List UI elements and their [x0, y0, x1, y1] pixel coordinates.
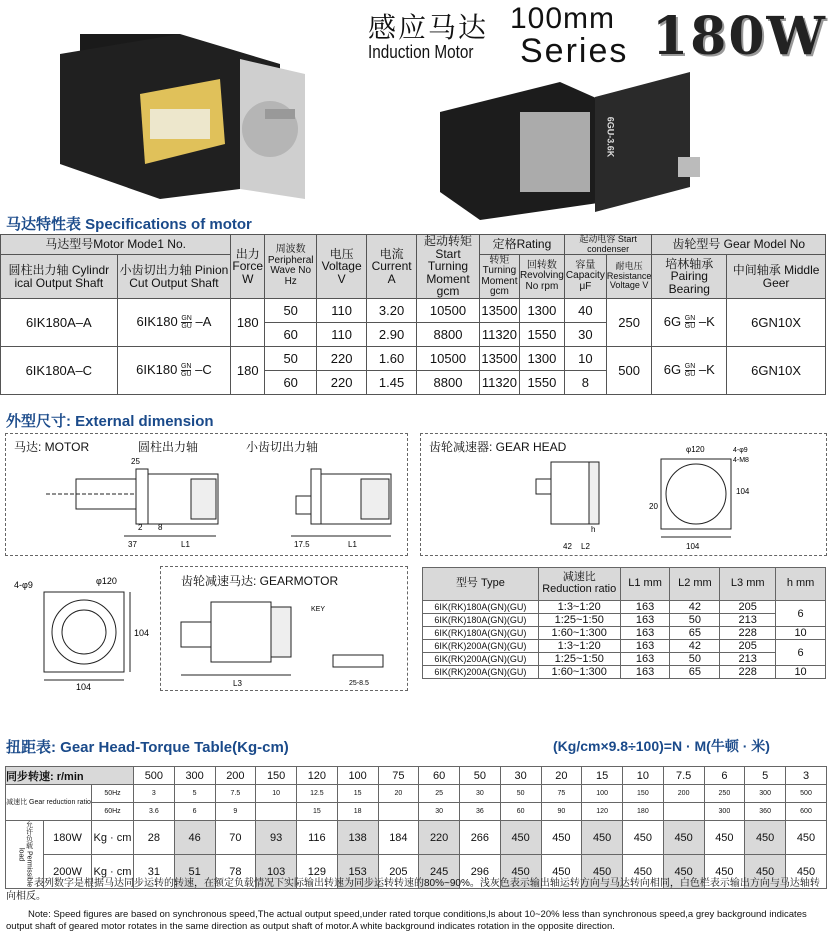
- r60: 60: [500, 803, 541, 821]
- spec-row: [1, 298, 826, 322]
- bear-b: –K: [698, 361, 715, 377]
- model-header: 马达型号Motor Mode1 No.: [1, 235, 231, 255]
- frac-gn: GN: [684, 315, 696, 322]
- t200: 205: [378, 855, 419, 889]
- ratio-val: 1:3~1:20: [538, 601, 620, 614]
- gearhead-label: 齿轮减速器: GEAR HEAD: [429, 440, 567, 454]
- cell-hz: 60: [265, 370, 317, 394]
- dim-42: 42: [563, 542, 572, 551]
- gn-gu-frac: [181, 315, 192, 330]
- motor-drawing-box: [5, 433, 408, 556]
- dim-25: 25: [131, 457, 140, 466]
- r50: 150: [623, 785, 664, 803]
- col-cyl: 圆柱出力轴 Cylindr ical Output Shaft: [1, 255, 118, 299]
- cell-start: 10500: [417, 346, 480, 370]
- flange-drawing: [6, 570, 156, 690]
- cell-rpm: 1300: [519, 298, 564, 322]
- ratio-l1: 163: [620, 614, 670, 627]
- ratio-type: 6IK(RK)200A(GN)(GU): [423, 653, 539, 666]
- r60: 3.6: [134, 803, 175, 821]
- cell-cap: 30: [564, 322, 606, 346]
- r50: 30: [460, 785, 501, 803]
- t180: 450: [745, 821, 786, 855]
- gearhead-drawing-box: [420, 433, 827, 556]
- dim-104: 104: [686, 542, 700, 551]
- ratio-row: [423, 666, 826, 679]
- gn-gu-frac: [181, 363, 192, 378]
- r50: 3: [134, 785, 175, 803]
- cell-start: 8800: [417, 322, 480, 346]
- cell-curr: 2.90: [367, 322, 417, 346]
- bear-a: 6G: [663, 361, 682, 377]
- load-watt: 200W: [44, 855, 92, 889]
- frac-gu: GU: [180, 371, 192, 378]
- motor-photo-left: [40, 14, 320, 199]
- r50: 15: [337, 785, 378, 803]
- cell-rpm: 1550: [519, 370, 564, 394]
- ratio-l1: 163: [620, 666, 670, 679]
- col-start: 起动转矩 Start Turning Moment gcm: [417, 235, 480, 299]
- t180: 450: [541, 821, 582, 855]
- r50: 5: [174, 785, 215, 803]
- t180: 184: [378, 821, 419, 855]
- ratio-row: [423, 653, 826, 666]
- speed-cell: 50: [460, 767, 501, 785]
- t200: 51: [174, 855, 215, 889]
- ratio-h-l1: L1 mm: [620, 568, 670, 601]
- frac-gn: GN: [684, 363, 696, 370]
- speed-cell: 5: [745, 767, 786, 785]
- ratio-type: 6IK(RK)200A(GN)(GU): [423, 640, 539, 653]
- hz50: 50Hz: [92, 785, 134, 803]
- key-label: KEY: [311, 606, 326, 613]
- gn-gu-frac: [685, 315, 696, 330]
- r60: 18: [337, 803, 378, 821]
- dim-phi120: φ120: [686, 445, 705, 454]
- dim-104-v: 104: [736, 487, 750, 496]
- speed-cell: 100: [337, 767, 378, 785]
- cell-mid: 6GN10X: [727, 298, 826, 346]
- ratio-l1: 163: [620, 653, 670, 666]
- t180: 220: [419, 821, 460, 855]
- r50: 10: [256, 785, 297, 803]
- col-rpm: 回转数 Revolving No rpm: [519, 255, 564, 299]
- motor-drawing: [6, 434, 409, 557]
- ratio-l2: 50: [670, 614, 720, 627]
- cell-rpm: 1550: [519, 322, 564, 346]
- ratio-val: 1:60~1:300: [538, 627, 620, 640]
- r60: 600: [786, 803, 827, 821]
- frac-gn: GN: [181, 315, 192, 322]
- ratio-l3: 205: [720, 601, 776, 614]
- speed-cell: 15: [582, 767, 623, 785]
- cell-turn: 11320: [479, 322, 519, 346]
- dim-h: h: [591, 525, 596, 534]
- t180: 450: [663, 821, 704, 855]
- r60: [378, 803, 419, 821]
- cell-curr: 3.20: [367, 298, 417, 322]
- flange-4phi9: 4-φ9: [14, 580, 33, 590]
- cell-pin: [117, 346, 231, 394]
- bear-a: 6G: [663, 313, 682, 329]
- col-cap: 容量 Capacity μF: [564, 255, 606, 299]
- spec-table: [0, 234, 826, 395]
- ratio-type: 6IK(RK)180A(GN)(GU): [423, 614, 539, 627]
- frac-gu: GU: [181, 323, 192, 330]
- r50: 100: [582, 785, 623, 803]
- load-row-180: [6, 821, 827, 855]
- t180: 138: [337, 821, 378, 855]
- r60: 360: [745, 803, 786, 821]
- flange-104-v: 104: [134, 628, 150, 638]
- start-cond-header: 起动电容 Start condenser: [564, 235, 652, 255]
- ratio-row-60: [6, 803, 827, 821]
- r60: 30: [419, 803, 460, 821]
- torque-table: [5, 766, 827, 889]
- col-force: 出力 Force W: [231, 235, 265, 299]
- cyl-shaft-label: 圆柱出力轴: [138, 440, 199, 454]
- t200: 450: [663, 855, 704, 889]
- t200: 103: [256, 855, 297, 889]
- dim-8: 8: [158, 523, 163, 532]
- cell-turn: 13500: [479, 346, 519, 370]
- gearmotor-drawing: [161, 567, 409, 692]
- ratio-h-ratio: 减速比 Reduction ratio: [538, 568, 620, 601]
- speed-cell: 3: [786, 767, 827, 785]
- frac-gu: GU: [684, 371, 696, 378]
- gearmotor-photo: [440, 72, 700, 220]
- t180: 46: [174, 821, 215, 855]
- ratio-val: 1:25~1:50: [538, 614, 620, 627]
- ratio-l3: 213: [720, 614, 776, 627]
- r50: 75: [541, 785, 582, 803]
- cell-rv: 250: [606, 298, 652, 346]
- cell-turn: 11320: [479, 370, 519, 394]
- r50: 25: [419, 785, 460, 803]
- t200: 450: [582, 855, 623, 889]
- ratio-h-l3: L3 mm: [720, 568, 776, 601]
- r50: 300: [745, 785, 786, 803]
- t200: 296: [460, 855, 501, 889]
- t200: 450: [745, 855, 786, 889]
- r60: 36: [460, 803, 501, 821]
- dim-l3: L3: [233, 679, 242, 688]
- dim-4phi9: 4-φ9: [733, 447, 748, 454]
- dim-l2: L2: [581, 542, 590, 551]
- r60: 9: [215, 803, 256, 821]
- col-rv: 耐电压 Resistance Voltage V: [606, 255, 652, 299]
- speed-cell: 60: [419, 767, 460, 785]
- load-unit: Kg · cm: [92, 855, 134, 889]
- ratio-h: 6: [776, 601, 826, 627]
- speed-row: [6, 767, 827, 785]
- torque-formula: (Kg/cm×9.8÷100)=N · M(牛顿 · 米): [553, 738, 770, 754]
- dim-l1-b: L1: [348, 540, 357, 549]
- cell-cyl: 6IK180A–C: [1, 346, 118, 394]
- ratio-h-type: 型号 Type: [423, 568, 539, 601]
- ratio-h-l2: L2 mm: [670, 568, 720, 601]
- series-label: Series: [520, 32, 629, 70]
- t200: 450: [786, 855, 827, 889]
- speed-cell: 7.5: [663, 767, 704, 785]
- cell-cyl: 6IK180A–A: [1, 298, 118, 346]
- ratio-l2: 65: [670, 666, 720, 679]
- dim-2: 2: [138, 523, 143, 532]
- ratio-row: [423, 627, 826, 640]
- dim-4m8: 4-M8: [733, 457, 749, 464]
- ratio-l1: 163: [620, 640, 670, 653]
- pin-b: –A: [195, 313, 212, 329]
- r50: 12.5: [297, 785, 338, 803]
- hz60: 60Hz: [92, 803, 134, 821]
- ratio-val: 1:60~1:300: [538, 666, 620, 679]
- ratio-row: [423, 640, 826, 653]
- ratio-row: [423, 614, 826, 627]
- watt-label: 180W: [652, 6, 827, 67]
- gearmotor-label: 齿轮减速马达: GEARMOTOR: [181, 574, 339, 588]
- cell-start: 8800: [417, 370, 480, 394]
- pin-a: 6IK180: [136, 361, 178, 377]
- r50: 20: [378, 785, 419, 803]
- gear-model-header: 齿轮型号 Gear Model No: [652, 235, 826, 255]
- frac-gu: GU: [684, 323, 696, 330]
- t200: 245: [419, 855, 460, 889]
- cell-volt: 110: [317, 298, 367, 322]
- cell-bear: [652, 346, 727, 394]
- t200: 450: [541, 855, 582, 889]
- ratio-h: 10: [776, 627, 826, 640]
- speed-cell: 10: [623, 767, 664, 785]
- col-hz: 周波数 Peripheral Wave No Hz: [265, 235, 317, 299]
- pin-a: 6IK180: [136, 313, 178, 329]
- cell-hz: 50: [265, 346, 317, 370]
- t180: 450: [704, 821, 745, 855]
- ratio-l1: 163: [620, 627, 670, 640]
- r60: 120: [582, 803, 623, 821]
- r60: 90: [541, 803, 582, 821]
- dim-20: 20: [649, 502, 658, 511]
- ratio-h: 10: [776, 666, 826, 679]
- cell-cap: 10: [564, 346, 606, 370]
- cell-cap: 8: [564, 370, 606, 394]
- t180: 450: [582, 821, 623, 855]
- spec-row: [1, 346, 826, 370]
- r50: 250: [704, 785, 745, 803]
- ratio-h: 6: [776, 640, 826, 666]
- note-cn: 表列数字是根据马达同步运转的转速，在额定负载情况下实际输出转速为同步运转转速的80%~90%。浅灰色表示输出轴运转方向与马达转向相同，白色栏表示输出方向与马达轴转向相反。: [6, 878, 820, 902]
- cell-mid: 6GN10X: [727, 346, 826, 394]
- cell-cap: 40: [564, 298, 606, 322]
- dim-37: 37: [128, 540, 137, 549]
- speed-cell: 500: [134, 767, 175, 785]
- col-mid: 中间轴承 Middle Geer: [727, 255, 826, 299]
- pin-b: –C: [195, 361, 212, 377]
- t200: 153: [337, 855, 378, 889]
- ratio-l3: 205: [720, 640, 776, 653]
- dim-17-5: 17.5: [294, 540, 310, 549]
- t180: 450: [500, 821, 541, 855]
- cell-turn: 13500: [479, 298, 519, 322]
- ratio-row: [423, 601, 826, 614]
- load-watt: 180W: [44, 821, 92, 855]
- frac-gn: GN: [180, 363, 192, 370]
- ratio-type: 6IK(RK)180A(GN)(GU): [423, 627, 539, 640]
- speed-cell: 200: [215, 767, 256, 785]
- cell-volt: 110: [317, 322, 367, 346]
- gearhead-drawing: [421, 434, 828, 557]
- size-label: 100mm: [510, 2, 616, 35]
- t180: 116: [297, 821, 338, 855]
- r50: 200: [663, 785, 704, 803]
- load-unit: Kg · cm: [92, 821, 134, 855]
- gn-gu-frac: [685, 363, 696, 378]
- torque-title: 扭距表: Gear Head-Torque Table(Kg-cm): [6, 739, 289, 756]
- cell-force: 180: [231, 298, 265, 346]
- speed-cell: 120: [297, 767, 338, 785]
- rating-header: 定格Rating: [479, 235, 564, 255]
- col-pin: 小齿切出力轴 Pinion Cut Output Shaft: [117, 255, 231, 299]
- ratio-val: 1:25~1:50: [538, 653, 620, 666]
- ratio-type: 6IK(RK)200A(GN)(GU): [423, 666, 539, 679]
- r50: 50: [500, 785, 541, 803]
- cell-volt: 220: [317, 370, 367, 394]
- ratio-l2: 65: [670, 627, 720, 640]
- t180: 70: [215, 821, 256, 855]
- flange-phi120: φ120: [96, 576, 117, 586]
- note-en: Note: Speed figures are based on synchronous speed,The actual output speed,under rated torque conditions,ls about 10~20% less than synchronous speed,a grey background indicates output shaft of geared motor rotates in the same direction as output shaft of motor.A white background indicates rotation in the opposite direction.: [6, 909, 807, 932]
- ratio-val: 1:3~1:20: [538, 640, 620, 653]
- t180: 28: [134, 821, 175, 855]
- ratio-h-h: h mm: [776, 568, 826, 601]
- cell-volt: 220: [317, 346, 367, 370]
- cell-bear: [652, 298, 727, 346]
- cell-rv: 500: [606, 346, 652, 394]
- speed-cell: 300: [174, 767, 215, 785]
- ratio-l3: 228: [720, 627, 776, 640]
- ratio-row-50: [6, 785, 827, 803]
- r60: 6: [174, 803, 215, 821]
- ratio-label: 减速比 Gear reduction ratio: [6, 785, 92, 821]
- dim-title: 外型尺寸: External dimension: [6, 413, 214, 430]
- speed-cell: 150: [256, 767, 297, 785]
- load-label: 允许负载 Permissible load: [6, 821, 44, 889]
- t200: 450: [623, 855, 664, 889]
- ratio-l2: 50: [670, 653, 720, 666]
- cell-pin: [117, 298, 231, 346]
- r60: [256, 803, 297, 821]
- speed-cell: 6: [704, 767, 745, 785]
- motor-label: 马达: MOTOR: [14, 440, 90, 454]
- cell-curr: 1.60: [367, 346, 417, 370]
- r60: 15: [297, 803, 338, 821]
- ratio-table: [422, 567, 826, 679]
- flange-104: 104: [76, 682, 92, 690]
- t180: 450: [623, 821, 664, 855]
- dim-l1: L1: [181, 540, 190, 549]
- cell-force: 180: [231, 346, 265, 394]
- gearmotor-drawing-box: [160, 566, 408, 691]
- r60: [663, 803, 704, 821]
- t200: 450: [704, 855, 745, 889]
- ratio-l1: 163: [620, 601, 670, 614]
- pinion-shaft-label: 小齿切出力轴: [246, 440, 319, 454]
- spec-title: 马达特性表 Specifications of motor: [6, 216, 252, 233]
- r50: 7.5: [215, 785, 256, 803]
- r50: 500: [786, 785, 827, 803]
- title-cn: 感应马达: [368, 12, 489, 43]
- t200: 31: [134, 855, 175, 889]
- t180: 93: [256, 821, 297, 855]
- col-bear: 培林轴承 Pairing Bearing: [652, 255, 727, 299]
- speed-label: 同步转速: r/min: [6, 767, 134, 785]
- ratio-l3: 213: [720, 653, 776, 666]
- col-volt: 电压 Voltage V: [317, 235, 367, 299]
- t200: 450: [500, 855, 541, 889]
- dim-25-85: 25-8.5: [349, 680, 369, 687]
- speed-cell: 20: [541, 767, 582, 785]
- bear-b: –K: [698, 313, 715, 329]
- ratio-l3: 228: [720, 666, 776, 679]
- cell-start: 10500: [417, 298, 480, 322]
- cell-curr: 1.45: [367, 370, 417, 394]
- ratio-l2: 42: [670, 601, 720, 614]
- speed-cell: 30: [500, 767, 541, 785]
- t200: 78: [215, 855, 256, 889]
- gearhead-badge: 6GU-3.6K: [605, 116, 616, 158]
- r60: 300: [704, 803, 745, 821]
- ratio-l2: 42: [670, 640, 720, 653]
- t180: 266: [460, 821, 501, 855]
- ratio-type: 6IK(RK)180A(GN)(GU): [423, 601, 539, 614]
- r60: 180: [623, 803, 664, 821]
- title-en: Induction Motor: [368, 42, 474, 62]
- speed-cell: 75: [378, 767, 419, 785]
- col-turn: 转矩 Turning Moment gcm: [481, 254, 518, 298]
- cell-hz: 60: [265, 322, 317, 346]
- cell-hz: 50: [265, 298, 317, 322]
- cell-rpm: 1300: [519, 346, 564, 370]
- col-curr: 电流 Current A: [367, 235, 417, 299]
- t200: 129: [297, 855, 338, 889]
- t180: 450: [786, 821, 827, 855]
